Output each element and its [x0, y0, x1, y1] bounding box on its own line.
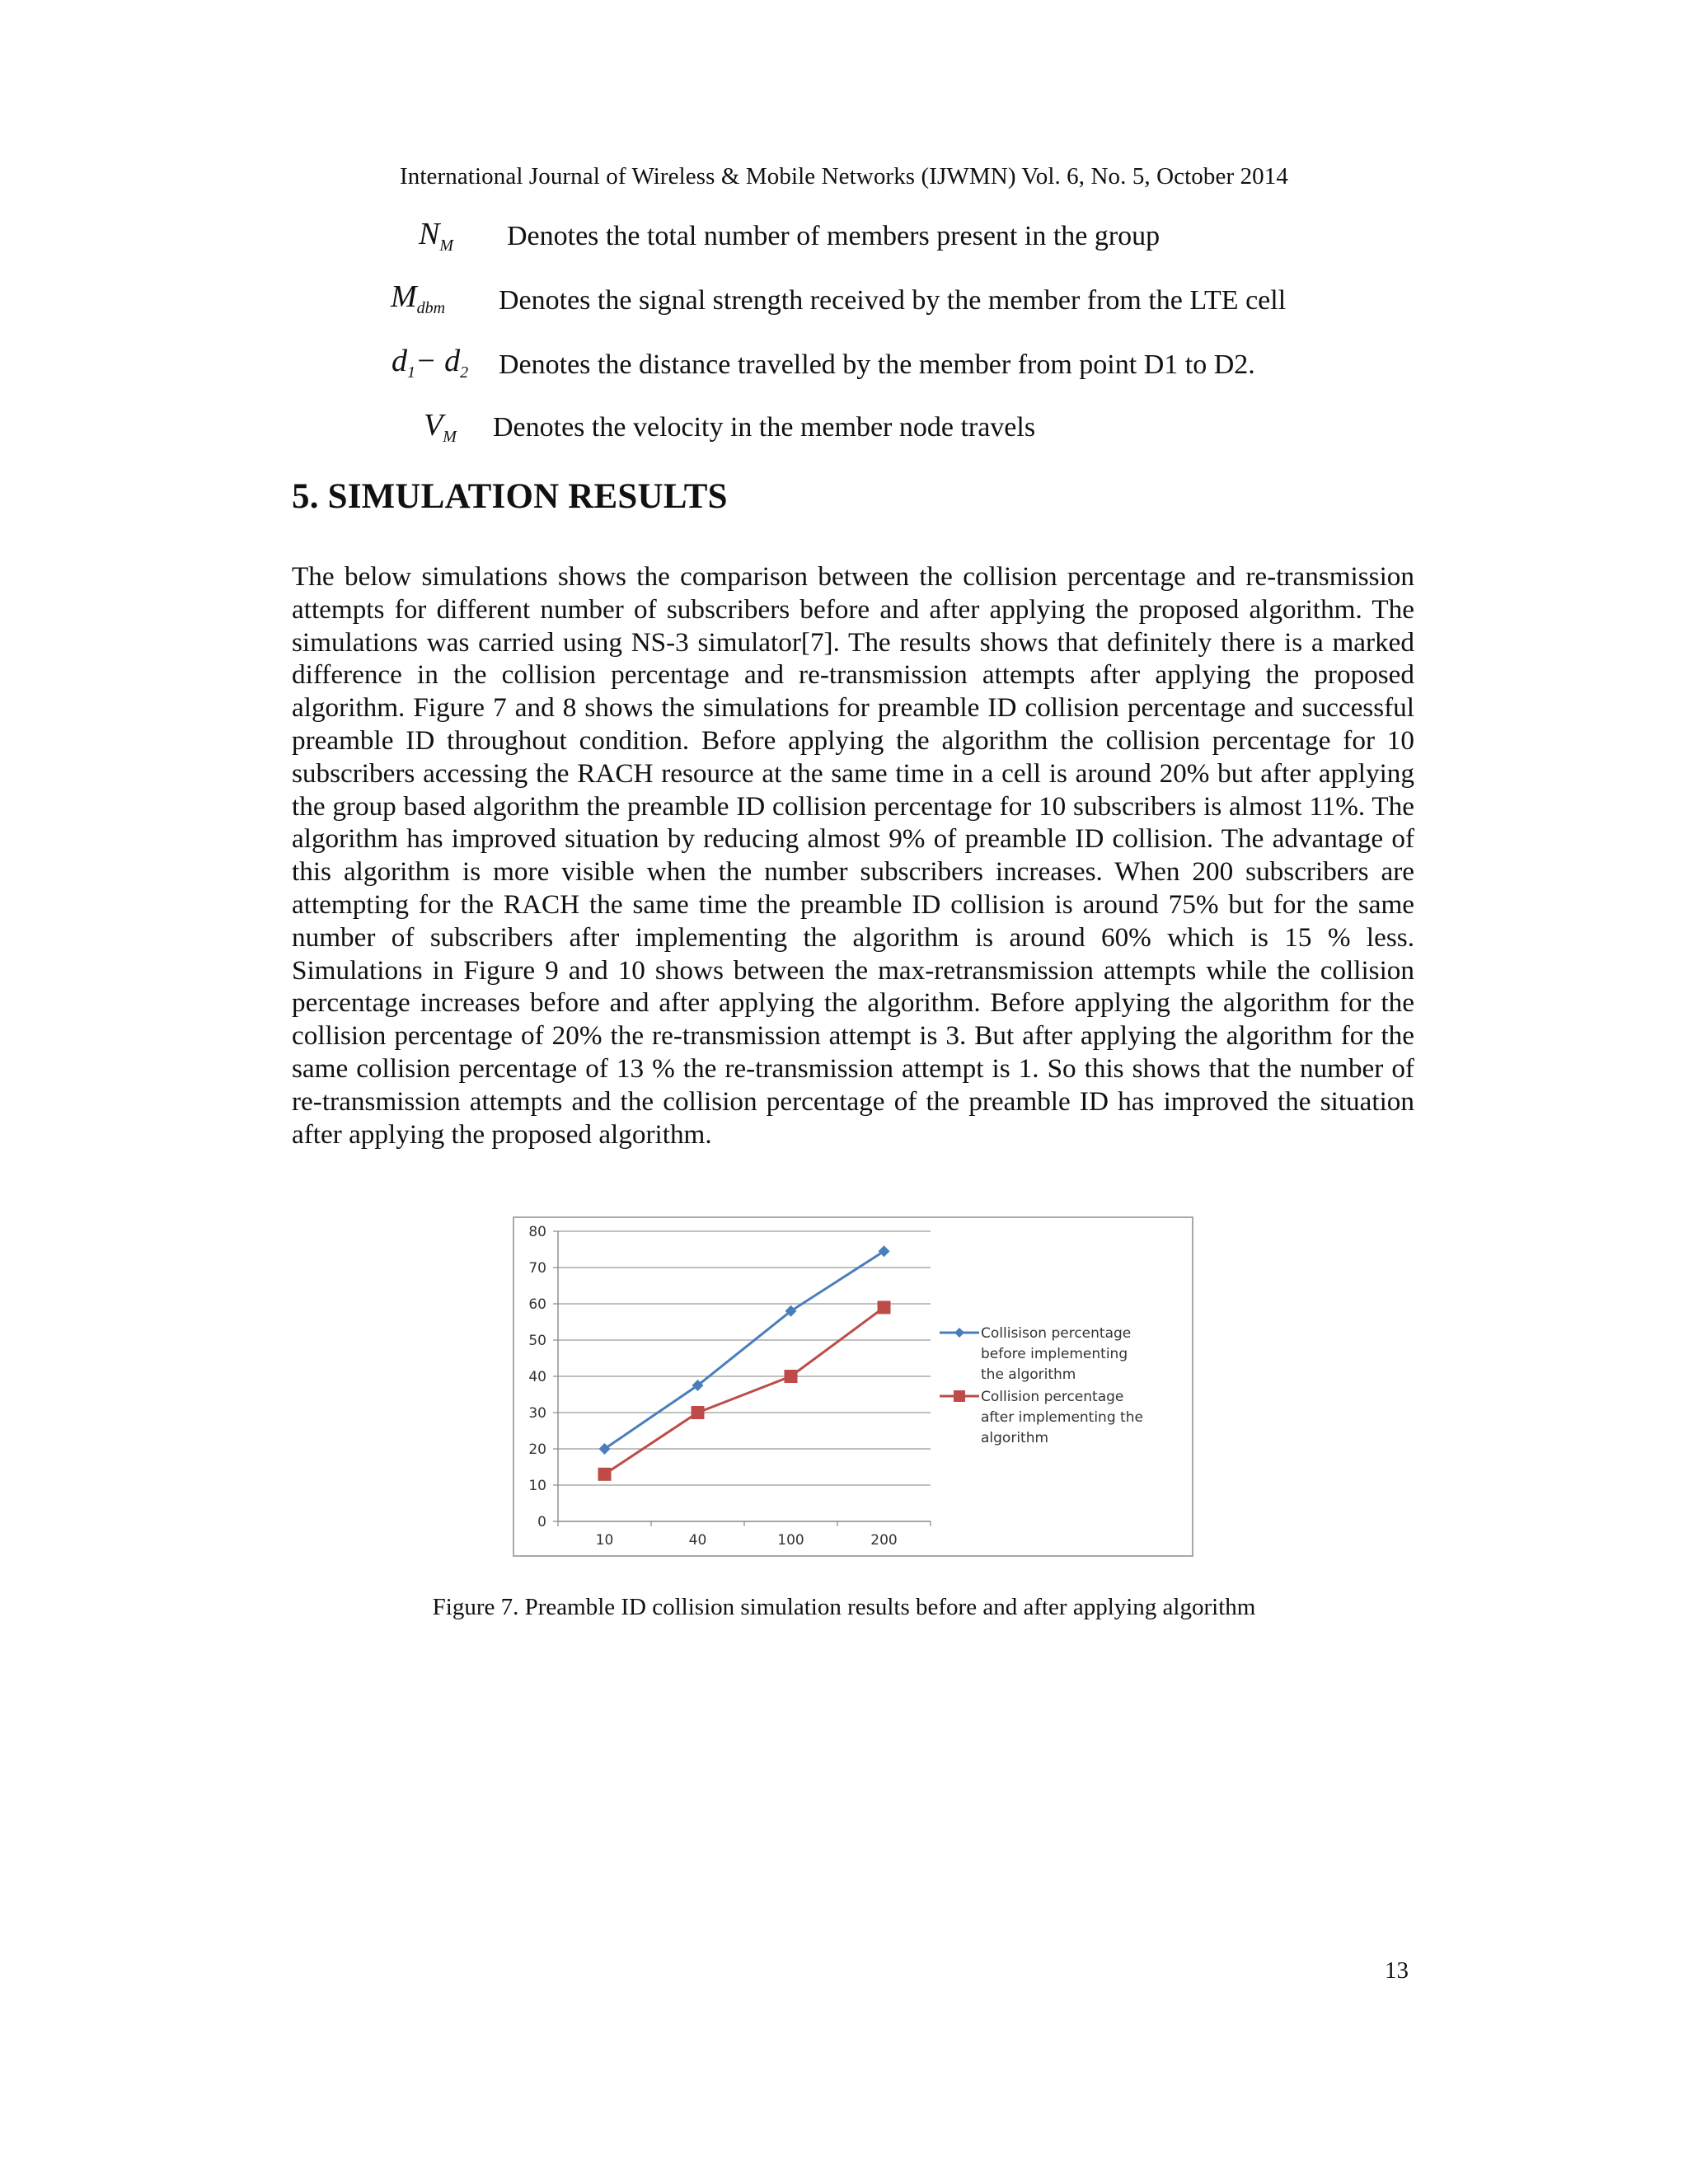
symbol: $M_{dbm}$: [391, 279, 446, 317]
x-tick-label: 200: [870, 1532, 898, 1549]
legend-label: algorithm: [981, 1430, 1049, 1446]
y-tick-label: 10: [528, 1478, 546, 1494]
symbol-row: [0, 405, 1688, 447]
chart-svg: [514, 1218, 1192, 1555]
symbol-description: Denotes the velocity in the member node travels: [493, 412, 1036, 443]
legend-marker: [954, 1328, 964, 1338]
y-tick-label: 40: [528, 1369, 546, 1385]
data-point: [878, 1301, 891, 1314]
symbol: $V_M$: [424, 408, 457, 446]
section-heading: 5. SIMULATION RESULTS: [292, 477, 728, 516]
journal-header: International Journal of Wireless & Mobile Networks (IJWMN) Vol. 6, No. 5, October 2014: [400, 163, 1288, 190]
symbol-description: Denotes the signal strength received by the member from the LTE cell: [499, 285, 1287, 316]
symbol-row: [0, 277, 1688, 318]
figure-caption: Figure 7. Preamble ID collision simulation results before and after applying algorithm: [432, 1594, 1256, 1620]
symbol-description: Denotes the total number of members present in the group: [507, 221, 1160, 251]
y-tick-label: 60: [528, 1296, 546, 1313]
y-tick-label: 30: [528, 1405, 546, 1422]
legend-label: after implementing the: [981, 1409, 1143, 1426]
data-point: [692, 1406, 705, 1419]
symbol-row: [0, 341, 1688, 382]
legend-label: before implementing: [981, 1346, 1128, 1362]
symbol: $N_M$: [419, 217, 454, 255]
y-tick-label: 20: [528, 1441, 546, 1458]
y-tick-label: 0: [537, 1514, 546, 1530]
symbol: $d_1- d_2$: [392, 344, 469, 382]
data-point: [598, 1468, 612, 1481]
y-tick-label: 50: [528, 1333, 546, 1349]
series-line-1: [605, 1251, 884, 1449]
x-tick-label: 40: [688, 1532, 707, 1549]
legend-marker: [954, 1390, 965, 1402]
symbol-row: [0, 213, 1688, 254]
y-tick-label: 70: [528, 1260, 546, 1277]
x-tick-label: 100: [777, 1532, 804, 1549]
body-paragraph: The below simulations shows the comparison between the collision percentage and re-transmission attempts for different number of subscribers before and after applying the proposed algorithm. The simulations was carried using NS-3 simulator[7]. The results shows that definitely there is a marked difference in the collision percentage and re-transmission attempts after applying the proposed algorithm. Figure 7 and 8 shows the simulations for preamble ID collision percentage and successful preamble ID throughout condition. Before applying the algorithm the collision percentage for 10 subscribers accessing the RACH resource at the same time in a cell is around 20% but after applying the group based algorithm the preamble ID collision percentage for 10 subscribers is almost 11%. The algorithm has improved situation by reducing almost 9% of preamble ID collision. The advantage of this algorithm is more visible when the number subscribers increases. When 200 subscribers are attempting for the RACH the same time the preamble ID collision is around 75% but for the same number of subscribers after implementing the algorithm is around 60% which is 15 % less. Simulations in Figure 9 and 10 shows between the max-retransmission attempts while the collision percentage increases before and after applying the algorithm. Before applying the algorithm for the collision percentage of 20% the re-transmission attempt is 3. But after applying the algorithm for the same collision percentage of 13 % the re-transmission attempt is 1. So this shows that the number of re-transmission attempts and the collision percentage of the preamble ID has improved the situation after applying the proposed algorithm.: [292, 561, 1414, 1150]
symbol-description: Denotes the distance travelled by the member from point D1 to D2.: [499, 349, 1255, 380]
legend-label: Collisison percentage: [981, 1325, 1132, 1342]
page-number: 13: [1385, 1957, 1409, 1984]
data-point: [785, 1370, 798, 1383]
x-tick-label: 10: [595, 1532, 614, 1549]
legend-label: the algorithm: [981, 1366, 1076, 1383]
figure-7-chart: [513, 1216, 1193, 1557]
y-tick-label: 80: [528, 1224, 546, 1240]
legend-label: Collision percentage: [981, 1389, 1124, 1405]
